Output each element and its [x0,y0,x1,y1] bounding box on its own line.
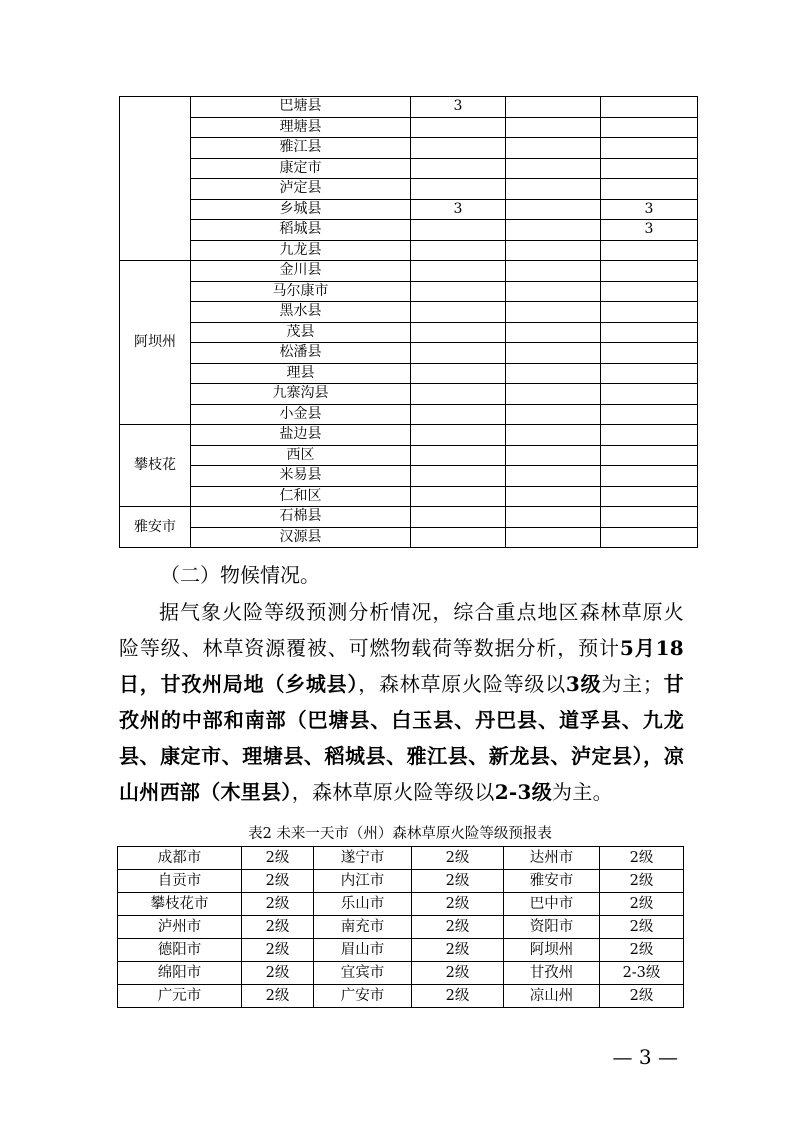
county-cell: 金川县 [191,261,411,282]
risk-cell [411,466,506,487]
city-cell: 攀枝花市 [118,893,242,916]
table-row [118,870,684,893]
risk-cell [601,97,698,118]
risk-cell [601,302,698,323]
table-row [120,343,698,364]
county-cell: 茂县 [191,322,411,343]
table-row [120,425,698,446]
region-cell: 雅安市 [120,507,191,548]
level-cell: 2级 [242,847,314,870]
city-cell: 绵阳市 [118,962,242,985]
table-row [118,962,684,985]
table-row [118,847,684,870]
risk-cell [506,240,601,261]
paragraph-bold: 5月18日，甘孜州局地（乡城县） [119,636,684,696]
risk-cell [601,138,698,159]
risk-cell [601,363,698,384]
table-row [120,527,698,548]
risk-cell [506,179,601,200]
risk-cell [506,425,601,446]
risk-cell [506,527,601,548]
risk-cell: 3 [601,220,698,241]
city-cell: 资阳市 [504,916,600,939]
level-cell: 2级 [600,847,684,870]
city-cell: 宜宾市 [314,962,412,985]
level-cell: 2级 [412,916,504,939]
table-row [120,445,698,466]
risk-cell [411,138,506,159]
risk-cell [601,117,698,138]
county-cell: 马尔康市 [191,281,411,302]
risk-cell [411,384,506,405]
county-cell: 石棉县 [191,507,411,528]
risk-cell [506,404,601,425]
county-cell: 理县 [191,363,411,384]
table-row [120,486,698,507]
risk-cell [601,466,698,487]
risk-cell [506,261,601,282]
table-row [120,302,698,323]
county-cell: 乡城县 [191,199,411,220]
risk-cell [411,363,506,384]
risk-cell [506,343,601,364]
risk-cell [601,281,698,302]
risk-cell [411,240,506,261]
risk-cell [506,302,601,323]
risk-cell: 3 [411,97,506,118]
risk-cell [506,486,601,507]
city-cell: 眉山市 [314,939,412,962]
risk-cell: 3 [411,199,506,220]
paragraph-text: 据气象火险等级预测分析情况，综合重点地区森林草原火险等级、林草资源覆被、可燃物载荷等数据分析，预计 [119,600,684,660]
level-cell: 2-3级 [600,962,684,985]
table-row [120,179,698,200]
level-cell: 2级 [242,985,314,1008]
region-cell: 阿坝州 [120,261,191,425]
county-cell: 仁和区 [191,486,411,507]
city-cell: 自贡市 [118,870,242,893]
risk-cell [411,343,506,364]
risk-cell [601,404,698,425]
county-cell: 九寨沟县 [191,384,411,405]
risk-cell [506,445,601,466]
paragraph-text: ，森林草原火险等级以 [291,780,495,804]
risk-cell [411,322,506,343]
table-row [120,97,698,118]
risk-cell [601,445,698,466]
risk-cell [411,179,506,200]
region-cell: 攀枝花 [120,425,191,507]
county-cell: 西区 [191,445,411,466]
table-row [120,384,698,405]
level-cell: 2级 [242,893,314,916]
risk-cell [601,527,698,548]
region-cell [120,97,191,261]
city-cell: 南充市 [314,916,412,939]
level-cell: 2级 [600,893,684,916]
table-row [120,199,698,220]
paragraph-text: 为主； [601,672,664,696]
risk-cell [411,117,506,138]
county-cell: 理塘县 [191,117,411,138]
table-row [120,158,698,179]
risk-cell [411,445,506,466]
city-cell: 广元市 [118,985,242,1008]
risk-cell [411,281,506,302]
city-cell: 泸州市 [118,916,242,939]
county-cell: 米易县 [191,466,411,487]
county-cell: 黑水县 [191,302,411,323]
city-cell: 阿坝州 [504,939,600,962]
table-row [118,939,684,962]
city-cell: 遂宁市 [314,847,412,870]
level-cell: 2级 [242,916,314,939]
risk-cell [601,158,698,179]
risk-cell [506,117,601,138]
table-row [120,322,698,343]
table-row [120,261,698,282]
level-cell: 2级 [412,962,504,985]
risk-cell [601,507,698,528]
risk-cell [506,507,601,528]
risk-cell [601,240,698,261]
risk-cell [601,486,698,507]
city-cell: 内江市 [314,870,412,893]
risk-cell [411,261,506,282]
level-cell: 2级 [412,985,504,1008]
county-cell: 巴塘县 [191,97,411,118]
level-cell: 2级 [242,939,314,962]
risk-cell [411,220,506,241]
risk-cell [601,322,698,343]
city-cell: 甘孜州 [504,962,600,985]
risk-cell [411,527,506,548]
level-cell: 2级 [412,847,504,870]
level-cell: 2级 [242,870,314,893]
level-cell: 2级 [412,939,504,962]
table-row [120,507,698,528]
risk-cell [601,384,698,405]
county-cell: 雅江县 [191,138,411,159]
level-cell: 2级 [600,870,684,893]
paragraph-bold: 3级 [565,672,602,696]
risk-cell [411,425,506,446]
table-row [118,893,684,916]
level-cell: 2级 [242,962,314,985]
risk-cell [601,425,698,446]
risk-cell [601,261,698,282]
level-cell: 2级 [600,985,684,1008]
county-fire-risk-table [119,96,698,548]
level-cell: 2级 [600,939,684,962]
city-fire-risk-table [117,846,684,1008]
city-cell: 巴中市 [504,893,600,916]
county-cell: 稻城县 [191,220,411,241]
risk-cell [601,179,698,200]
risk-cell [411,486,506,507]
city-cell: 凉山州 [504,985,600,1008]
page-number: — 3 — [612,1045,678,1069]
county-cell: 小金县 [191,404,411,425]
phenology-paragraph [119,594,684,810]
city-cell: 雅安市 [504,870,600,893]
table-row [120,281,698,302]
county-cell: 松潘县 [191,343,411,364]
table-row [120,240,698,261]
risk-cell [601,343,698,364]
risk-cell [506,281,601,302]
city-cell: 德阳市 [118,939,242,962]
risk-cell [506,384,601,405]
table-row [120,363,698,384]
county-cell: 盐边县 [191,425,411,446]
risk-cell [506,158,601,179]
table-row [120,117,698,138]
risk-cell [506,322,601,343]
risk-cell [411,404,506,425]
county-cell: 汉源县 [191,527,411,548]
risk-cell: 3 [601,199,698,220]
level-cell: 2级 [600,916,684,939]
section-heading: （二）物候情况。 [160,563,320,587]
level-cell: 2级 [412,870,504,893]
table-row [118,916,684,939]
table-row [120,220,698,241]
risk-cell [506,138,601,159]
paragraph-bold: 2-3级 [494,780,553,804]
table-row [120,138,698,159]
table2-caption: 表2 未来一天市（州）森林草原火险等级预报表 [248,826,552,842]
paragraph-bold: 甘孜州的中部和南部（巴塘县、白玉县、丹巴县、道孚县、九龙县、康定市、理塘县、稻城县、雅江县、新龙县、泸定县），凉山州西部（木里县） [119,672,684,804]
level-cell: 2级 [412,893,504,916]
city-cell: 乐山市 [314,893,412,916]
risk-cell [506,466,601,487]
risk-cell [506,199,601,220]
table-row [118,985,684,1008]
city-cell: 达州市 [504,847,600,870]
paragraph-text: ，森林草原火险等级以 [358,672,566,696]
risk-cell [411,507,506,528]
risk-cell [411,158,506,179]
city-cell: 成都市 [118,847,242,870]
risk-cell [506,363,601,384]
table-row [120,404,698,425]
city-cell: 广安市 [314,985,412,1008]
county-cell: 康定市 [191,158,411,179]
paragraph-text: 为主。 [552,780,613,804]
county-cell: 九龙县 [191,240,411,261]
risk-cell [506,220,601,241]
table-row [120,466,698,487]
risk-cell [506,97,601,118]
county-cell: 泸定县 [191,179,411,200]
risk-cell [411,302,506,323]
